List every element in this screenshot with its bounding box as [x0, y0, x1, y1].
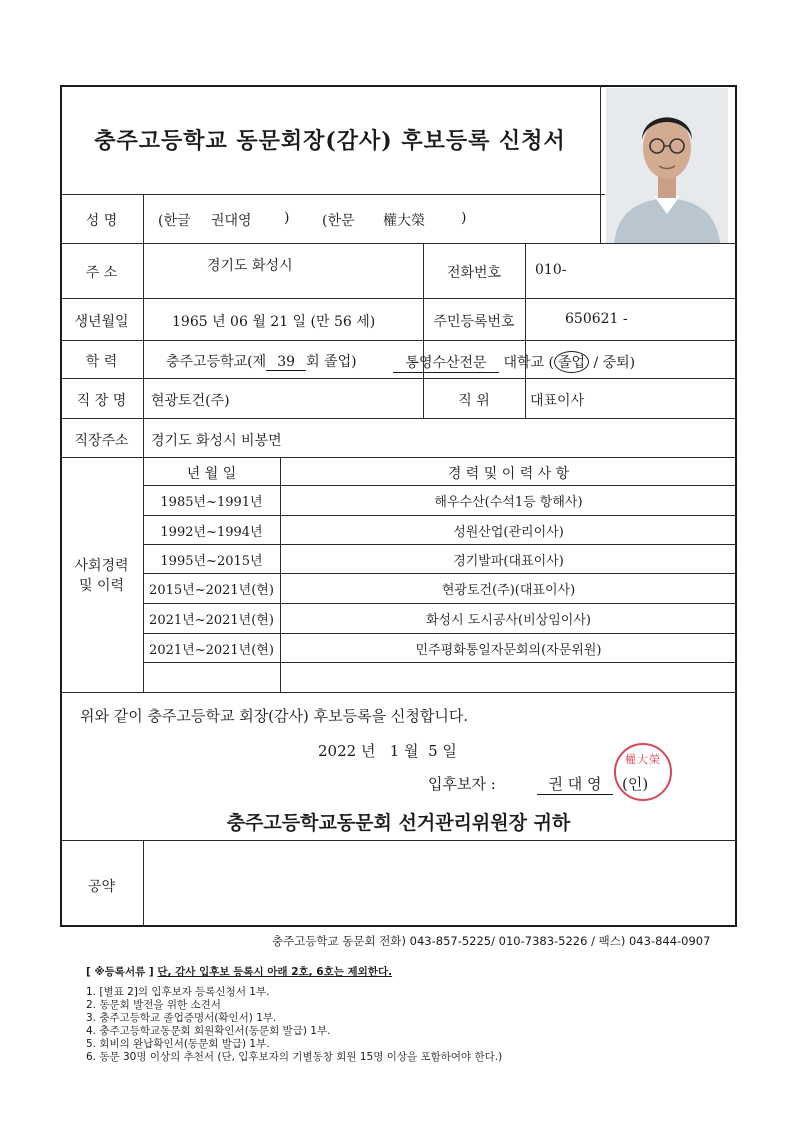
college-name: 통영수산전문: [393, 352, 499, 373]
registration-note: 단, 감사 입후보 등록시 아래 2호, 6호는 제외한다.: [157, 966, 393, 978]
rule: [143, 573, 737, 574]
position-value: 대표이사: [530, 393, 585, 409]
career-period: 1992년~1994년: [160, 525, 263, 540]
rule: [60, 378, 737, 379]
career-label-line2: 및 이력: [78, 578, 125, 594]
rule: [60, 692, 737, 693]
rule: [143, 633, 737, 634]
declaration-statement: 위와 같이 충주고등학교 회장(감사) 후보등록을 신청합니다.: [80, 707, 469, 725]
rule: [143, 485, 737, 486]
job-label: 직 장 명: [76, 393, 127, 409]
career-label-line1: 사회경력: [74, 558, 129, 574]
rule: [525, 378, 526, 418]
rule: [60, 840, 737, 841]
rule: [143, 515, 737, 516]
career-period: 1985년~1991년: [160, 495, 263, 510]
applicant-label: 입후보자 :: [428, 775, 496, 793]
seal-mark: (인): [622, 775, 649, 793]
name-close-paren: ): [461, 210, 467, 226]
birth-label: 생년월일: [74, 314, 129, 330]
rrn-value: 650621 -: [565, 311, 628, 327]
registration-header: [86, 964, 392, 979]
rrn-label: 주민등록번호: [433, 314, 515, 330]
registration-item: 4. 충주고등학교동문회 회원확인서(동문회 발급) 1부.: [86, 1025, 331, 1037]
address-label: 주 소: [85, 265, 118, 281]
rule: [60, 243, 737, 244]
registration-item: 6. 동문 30명 이상의 추천서 (단, 입후보자의 기별동창 회원 15명 이상을 포함하여야 한다.): [86, 1051, 503, 1063]
grad-suffix: 회 졸업): [306, 354, 357, 370]
birth-value: 1965 년 06 월 21 일 (만 56 세): [172, 314, 376, 330]
phone-label: 전화번호: [446, 265, 502, 281]
rule: [143, 603, 737, 604]
career-label: [60, 556, 143, 596]
applicant-name: [537, 773, 613, 795]
college-suffix: 대학교 (: [503, 355, 554, 371]
career-detail: 성원산업(관리이사): [453, 525, 564, 540]
name-hangul: 권대영: [211, 213, 252, 229]
workaddr-value: 경기도 화성시 비봉면: [151, 433, 282, 449]
education-label: 학 력: [85, 354, 118, 370]
name-label: 성 명: [85, 213, 118, 229]
career-detail: 현광토건(주)(대표이사): [441, 583, 576, 598]
rule: [60, 418, 737, 419]
name-close-paren: ): [284, 210, 290, 226]
phone-value: 010-: [535, 262, 567, 278]
name-hanja-prefix: (한문: [322, 213, 355, 229]
registration-item: 5. 회비의 완납확인서(동문회 발급) 1부.: [86, 1038, 270, 1050]
career-detail-header: 경 력 및 이 력 사 항: [447, 466, 570, 482]
addressee: 충주고등학교동문회 선거관리위원장 귀하: [226, 812, 571, 834]
career-detail: 경기발파(대표이사): [453, 554, 564, 569]
contact-line: 충주고등학교 동문회 전화) 043-857-5225/ 010-7383-5226 / 팩스) 043-844-0907: [272, 934, 711, 948]
career-period: 2021년~2021년(현): [149, 643, 274, 658]
career-period: 1995년~2015년: [160, 554, 263, 569]
rule: [600, 85, 601, 243]
grad-number: 39: [266, 354, 306, 371]
registration-title: [ ※등록서류 ]: [86, 966, 154, 978]
workaddr-label: 직장주소: [74, 433, 129, 449]
education-school: [166, 351, 357, 371]
rule: [143, 544, 737, 545]
graduated-circled: 졸업: [554, 351, 589, 373]
rule: [60, 457, 737, 458]
position-label: 직 위: [458, 393, 490, 409]
career-period: 2015년~2021년(현): [149, 583, 274, 598]
form-title: 충주고등학교 동문회장(감사) 후보등록 신청서: [94, 128, 566, 154]
rule: [60, 340, 737, 341]
job-value: 현광토건(주): [151, 393, 230, 409]
name-hanja: 權大榮: [383, 213, 425, 229]
declaration-date: 2022 년 1 월 5 일: [318, 742, 457, 760]
rule: [60, 194, 605, 195]
registration-item: 1. [별표 2]의 입후보자 등록신청서 1부.: [86, 986, 270, 998]
career-detail: 화성시 도시공사(비상임이사): [426, 613, 591, 628]
rule: [143, 840, 144, 927]
name-hangul-prefix: (한글: [158, 213, 191, 229]
rule: [143, 662, 737, 663]
applicant-name-value: 권 대 영: [537, 773, 613, 795]
dropout-option: / 중퇴): [593, 355, 636, 371]
career-date-header: 년 월 일: [186, 466, 237, 482]
registration-item: 2. 동문회 발전을 위한 소견서: [86, 999, 221, 1011]
school-prefix: 충주고등학교(제: [166, 354, 267, 370]
education-college: [393, 351, 635, 373]
seal-stamp-text: 權大榮: [625, 753, 661, 766]
career-period: 2021년~2021년(현): [149, 613, 274, 628]
career-detail: 해우수산(수석1등 항해사): [434, 495, 583, 510]
applicant-photo: [606, 88, 728, 243]
career-detail: 민주평화통일자문회의(자문위원): [415, 643, 602, 658]
rule: [60, 298, 737, 299]
address-value: 경기도 화성시: [207, 258, 293, 274]
pledge-label: 공약: [87, 879, 116, 895]
registration-item: 3. 충주고등학교 졸업증명서(확인서) 1부.: [86, 1012, 277, 1024]
